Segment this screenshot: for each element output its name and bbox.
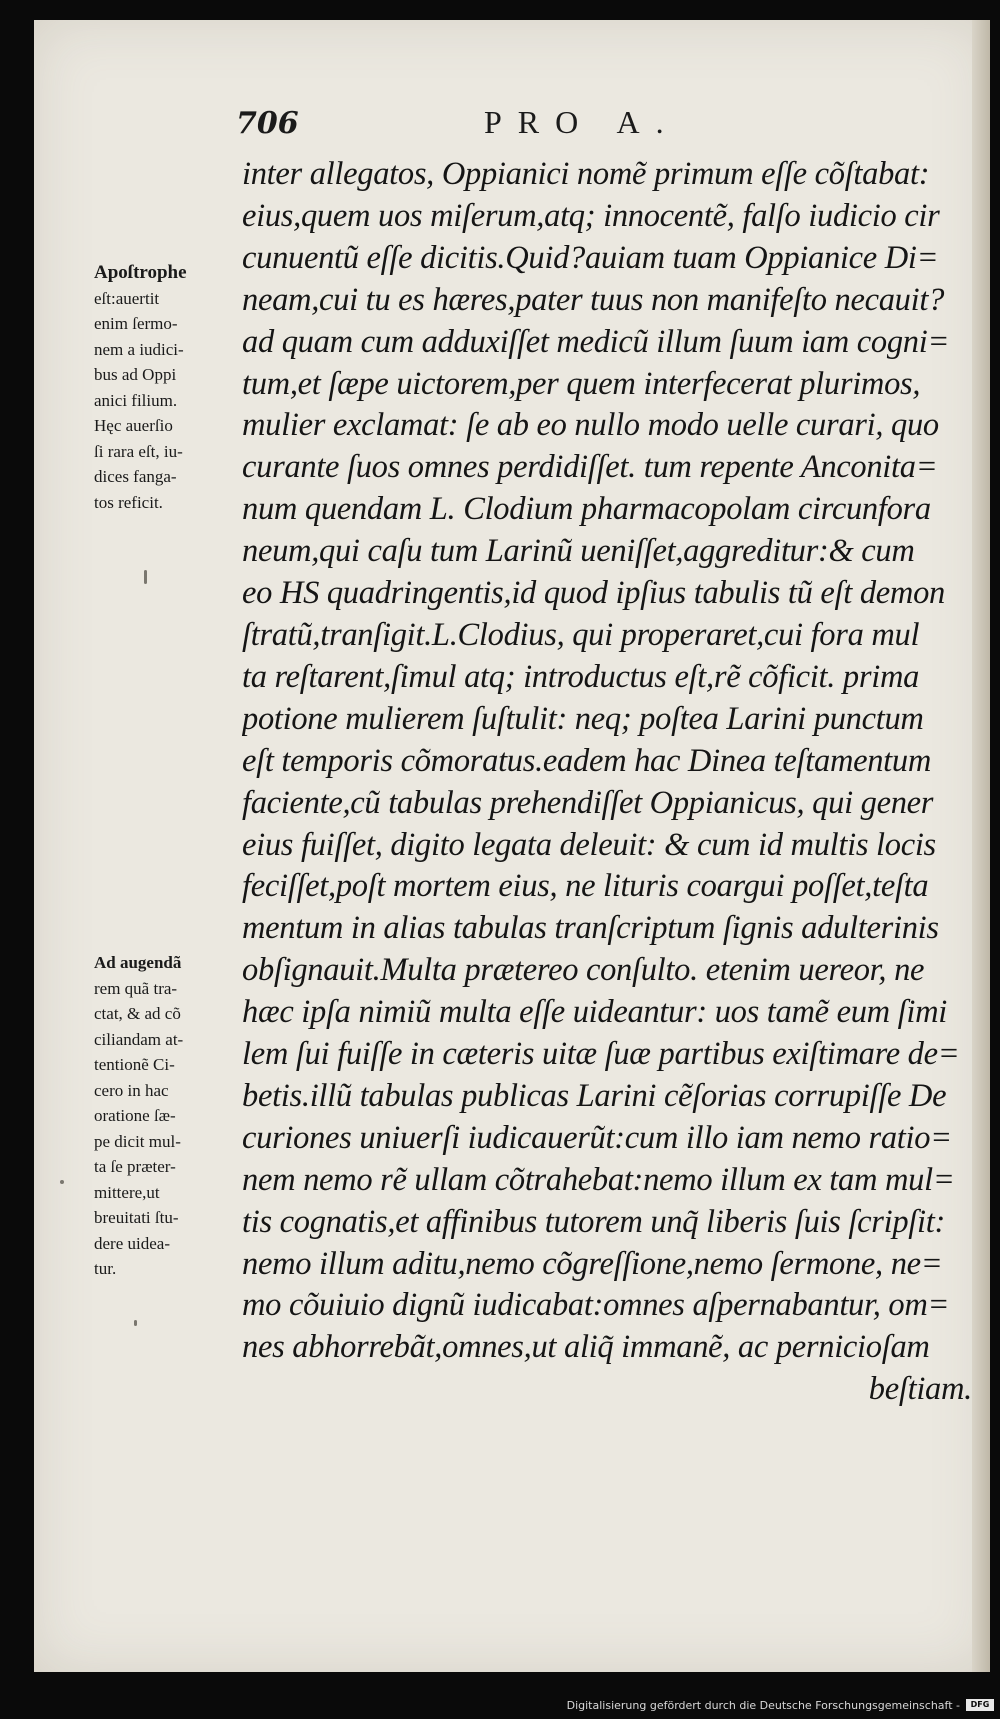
margin-note-line: mittere,ut bbox=[94, 1182, 160, 1202]
margin-note-line: ciliandam at- bbox=[94, 1029, 184, 1049]
text-line: curiones uniuerſi iudicauerũt:cum illo iam nemo ratio= bbox=[242, 1119, 952, 1156]
text-line: mulier exclamat: ſe ab eo nullo modo uelle curari, quo bbox=[242, 407, 939, 444]
text-line: mentum in alias tabulas tranſcriptum ſignis adulterinis bbox=[242, 910, 939, 947]
text-line: cunuentũ eſſe dicitis.Quid?auiam tuam Oppianice Di= bbox=[242, 239, 939, 276]
text-line: mo cõuiuio dignũ iudicabat:omnes aſpernabantur, om= bbox=[242, 1287, 950, 1324]
text-line: eius fuiſſet, digito legata deleuit: & cum id multis locis bbox=[242, 826, 936, 863]
text-line: beſtiam. bbox=[868, 1371, 972, 1408]
margin-note-line: dere uidea- bbox=[94, 1233, 170, 1253]
digitization-footer bbox=[0, 1690, 1000, 1719]
running-head: PRO A. bbox=[484, 104, 680, 140]
margin-note-line: breuitati ſtu- bbox=[94, 1208, 179, 1227]
text-line: faciente,cũ tabulas prehendiſſet Oppianicus, qui gener bbox=[242, 784, 934, 821]
text-line: nemo illum aditu,nemo cõgreſſione,nemo ſermone, ne= bbox=[242, 1245, 943, 1282]
text-line: nes abhorrebãt,omnes,ut aliq̃ immanẽ, ac pernicioſam bbox=[242, 1329, 930, 1366]
text-line: tis cognatis,et affinibus tutorem unq̃ liberis ſuis ſcripſit: bbox=[242, 1203, 946, 1240]
margin-note-line: bus ad Oppi bbox=[94, 365, 177, 384]
text-line: num quendam L. Clodium pharmacopolam circunfora bbox=[242, 491, 931, 528]
ink-speck bbox=[144, 570, 147, 584]
margin-note-line: ctat, & ad cõ bbox=[94, 1004, 181, 1023]
page-header bbox=[34, 20, 990, 150]
text-line: eius,quem uos miſerum,atq; innocentẽ, falſo iudicio cir bbox=[242, 197, 940, 234]
dfg-logo: DFG bbox=[966, 1699, 994, 1711]
text-line: ad quam cum adduxiſſet medicũ illum ſuum iam cogni= bbox=[242, 323, 950, 360]
text-line: inter allegatos, Oppianici nomẽ primum eſſe cõſtabat: bbox=[242, 156, 930, 192]
text-line: potione mulierem ſuſtulit: neq; poſtea Larini punctum bbox=[242, 700, 924, 737]
main-text-block bbox=[242, 154, 972, 1411]
margin-note-line: cero in hac bbox=[94, 1080, 169, 1100]
margin-note-line: Apoſtrophe bbox=[94, 262, 187, 283]
margin-note-line: pe dicit mul- bbox=[94, 1131, 181, 1151]
margin-note-line: dices fanga- bbox=[94, 467, 177, 486]
page-number: 706 bbox=[236, 106, 299, 141]
margin-note-line: ta ſe præter- bbox=[94, 1157, 176, 1176]
margin-note-line: rem quã tra- bbox=[94, 978, 178, 998]
margin-note-line: tentionẽ Ci- bbox=[94, 1055, 175, 1074]
margin-note-augendam bbox=[94, 950, 242, 1282]
margin-note-line: eſt:auertit bbox=[94, 288, 160, 308]
margin-note-line: nem a iudici- bbox=[94, 339, 184, 359]
margin-note-line: anici filium. bbox=[94, 390, 178, 410]
margin-note-line: tur. bbox=[94, 1259, 117, 1278]
margin-note-line: oratione ſæ- bbox=[94, 1106, 176, 1125]
text-line: lem ſui fuiſſe in cæteris uitæ ſuæ partibus exiſtimare de= bbox=[242, 1036, 960, 1073]
text-line: eo HS quadringentis,id quod ipſius tabulis tũ eſt demon bbox=[242, 575, 945, 612]
page-edge bbox=[972, 20, 990, 1672]
margin-note-apostrophe bbox=[94, 260, 242, 515]
text-line: nem nemo rẽ ullam cõtrahebat:nemo illum ex tam mul= bbox=[242, 1161, 955, 1198]
text-line: curante ſuos omnes perdidiſſet. tum repente Anconita= bbox=[242, 449, 938, 486]
text-line: neam,cui tu es hæres,pater tuus non manifeſto necauit? bbox=[242, 281, 945, 318]
text-line: tum,et ſæpe uictorem,per quem interfecerat plurimos, bbox=[242, 365, 921, 402]
text-line: ta reſtarent,ſimul atq; introductus eſt,rẽ cõficit. prima bbox=[242, 658, 920, 695]
margin-note-line: enim ſermo- bbox=[94, 314, 178, 333]
margin-note-line: Hęc auerſio bbox=[94, 416, 173, 435]
margin-note-line: tos reficit. bbox=[94, 492, 163, 512]
margin-note-line: Ad augendã bbox=[94, 953, 182, 972]
text-line: hæc ipſa nimiũ multa eſſe uideantur: uos tamẽ eum ſimi bbox=[242, 994, 948, 1031]
text-line: ſtratũ,tranſigit.L.Clodius, qui properaret,cui fora mul bbox=[242, 616, 920, 653]
text-line: betis.illũ tabulas publicas Larini cẽſorias corrupiſſe De bbox=[242, 1077, 947, 1114]
text-line: obſignauit.Multa prætereo conſulto. etenim uereor, ne bbox=[242, 952, 925, 989]
text-line: neum,qui caſu tum Larinũ ueniſſet,aggreditur:& cum bbox=[242, 533, 915, 570]
ink-speck bbox=[60, 1180, 64, 1184]
funding-credit: Digitalisierung gefördert durch die Deutsche Forschungsgemeinschaft - bbox=[566, 1699, 960, 1712]
ink-speck bbox=[134, 1320, 137, 1326]
book-page bbox=[34, 20, 990, 1672]
text-line: feciſſet,poſt mortem eius, ne lituris coargui poſſet,teſta bbox=[242, 868, 929, 905]
text-line: eſt temporis cõmoratus.eadem hac Dinea teſtamentum bbox=[242, 742, 932, 779]
margin-note-line: ſi rara eſt, iu- bbox=[94, 441, 183, 461]
